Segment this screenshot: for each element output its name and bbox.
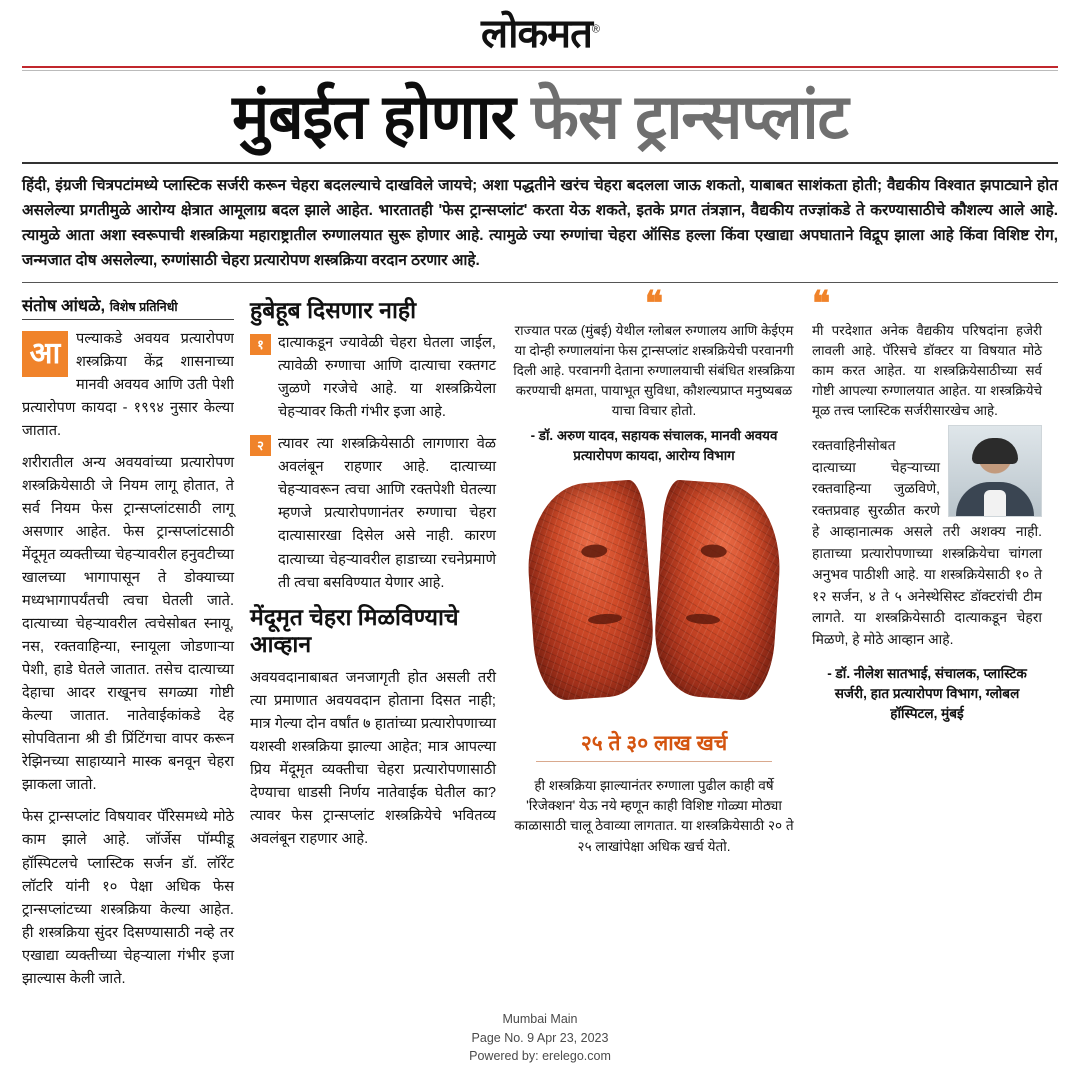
- list-item: [250, 332, 496, 424]
- portrait-shirt: [984, 490, 1006, 516]
- page-number-and-date: Page No. 9 Apr 23, 2023: [471, 1030, 609, 1045]
- paragraph: शरीरातील अन्य अवयवांच्या प्रत्यारोपण शस्त्रक्रियेसाठी जे नियम लागू होतात, ते सर्व नियम फेस ट्रान्सप्लांटसाठी लागू असणार आहेत. फेस ट्रान्सप्लांटसाठी मेंदूमृत व्यक्तीच्या चेहऱ्यावरील हनुवटीच्या खालच्या भागापासून ते डोक्याच्या मध्यभागापर्यंतची त्वचा घेतली जाते. दात्याच्या चेहऱ्यावरील त्वचेसोबत स्नायू, नस, रक्तवाहिन्या, स्नायूला जोडणाऱ्या पेशी, हाडे घेतले जातात. तसेच दात्याच्या देहाचा आदर राखूनच सगळ्या गोष्टी केल्या जातात. नातेवाईकांकडे देह सोपविताना श्री डी प्रिंटिंगचा वापर करून रेझिनच्या साहाय्याने मास्क बनवून चेहरा झाकला जातो.: [22, 454, 234, 794]
- column-three: [512, 285, 796, 871]
- article-columns: [22, 285, 1058, 1000]
- paragraph: पल्याकडे अवयव प्रत्यारोपण शस्त्रक्रिया केंद्र शासनाच्या मानवी अवयव आणि उती पेशी प्रत्यारोपण कायदा - १९९४ नुसार केल्या जातात.: [22, 330, 234, 439]
- list-item-text: त्यावर त्या शस्त्रक्रियेसाठी लागणारा वेळ अवलंबून राहणार आहे. दात्याच्या चेहऱ्यावरून त्वचा आणि रक्तपेशी घेतल्या म्हणजे प्रत्यारोपणानंतर रुग्णाचा चेहरा दात्यासारखा दिसेल असे नाही. कारण दात्याच्या चेहऱ्यावरील हाडाच्या रचनेप्रमाणे ती त्वचा बसविण्यात येणार आहे.: [278, 436, 496, 591]
- page-title: [22, 83, 1058, 152]
- quote-mark-icon: ❝: [812, 285, 831, 323]
- face-half-right: [651, 479, 786, 702]
- pull-quote-surgeon: [812, 285, 1042, 422]
- quote-mark-icon: ❝: [644, 285, 664, 323]
- powered-by-label: Powered by: erelego.com: [469, 1049, 611, 1064]
- cost-text: ही शस्त्रक्रिया झाल्यानंतर रुग्णाला पुढील काही वर्षे 'रिजेक्शन' येऊ नये म्हणून काही विशिष्ट गोळ्या मोठ्या काळासाठी चालू ठेवाव्या लागतात. या शस्त्रक्रियेसाठी २० ते २५ लाखांपेक्षा अधिक खर्च येतो.: [514, 777, 794, 854]
- pull-quote-official: [512, 285, 796, 466]
- masthead: [22, 0, 1058, 60]
- list-number-badge: २: [250, 435, 271, 456]
- cost-title: २५ ते ३० लाख खर्च: [580, 732, 728, 756]
- portrait-hair: [972, 438, 1018, 464]
- standfirst-divider: [22, 282, 1058, 283]
- quote-attribution: - डॉ. नीलेश सातभाई, संचालक, प्लास्टिक सर्जरी, हात प्रत्यारोपण विभाग, ग्लोबल हॉस्पिटल, मुंबई: [827, 666, 1027, 721]
- byline-role: विशेष प्रतिनिधी: [109, 299, 178, 314]
- face-texture: [523, 479, 658, 702]
- paragraph: रक्तवाहिनीसोबत दात्याच्या चेहऱ्याच्या रक्तवाहिन्या जुळविणे, रक्तप्रवाह सुरळीत करणे हे आव्हानात्मक असले तरी अशक्य नाही. हाताच्या प्रत्यारोपणाच्या शस्त्रक्रियेचा चांगला अनुभव पाठीशी आहे. या शस्त्रक्रियेसाठी १० ते १२ सर्जन, ४ ते ५ अनेस्थेसिस्ट डॉक्टरांची टीम लागते. या शस्त्रक्रियेसाठी दात्याकडून चेहरा मिळणे, हे मोठे आव्हान आहे.: [812, 437, 1042, 647]
- publication-name: लोकमत: [480, 12, 592, 56]
- section-heading-lookalike: हुबेहूब दिसणार नाही: [250, 296, 417, 323]
- avatar: [948, 425, 1042, 517]
- trademark-symbol: ®: [591, 23, 600, 36]
- cost-divider: [536, 761, 772, 762]
- headline-divider: [22, 162, 1058, 164]
- cost-callout: [512, 729, 796, 857]
- byline: [22, 293, 234, 316]
- face-half-left: [523, 479, 658, 702]
- paragraph: अवयवदानाबाबत जनजागृती होत असली तरी त्या प्रमाणात अवयवदान होताना दिसत नाही; मात्र गेल्या दोन वर्षांत ७ हातांच्या प्रत्यारोपणाच्या यशस्वी शस्त्रक्रिया झाल्या आहेत; मात्र आपल्या प्रिय मेंदूमृत व्यक्तीचा चेहरा प्रत्यारोपणासाठी देण्याचा धाडसी निर्णय नातेवाईक घेतील का? त्यावर फेस ट्रान्सप्लांट शस्त्रक्रियेचे भवितव्य अवलंबून राहणार आहे.: [250, 669, 496, 848]
- page-footer: [22, 1010, 1058, 1074]
- section-heading-challenge: मेंदूमृत चेहरा मिळविण्याचे आव्हान: [250, 603, 459, 658]
- drop-cap: आ: [22, 331, 68, 377]
- publication-logo: [481, 14, 599, 54]
- byline-divider: [22, 319, 234, 320]
- quote-text: मी परदेशात अनेक वैद्यकीय परिषदांना हजेरी लावली आहे. पॅरिसचे डॉक्टर या विषयात मोठे काम करत आहेत. या शस्त्रक्रियेसाठीच्या सर्व गोष्टी आपल्या रुग्णालयात आहेत. या शस्त्रक्रियेचे मूळ तत्त्व प्लास्टिक सर्जरीसारखेच आहे.: [812, 322, 1042, 419]
- face-texture: [651, 479, 786, 702]
- headline-part-2: फेस ट्रान्सप्लांट: [531, 83, 848, 152]
- headline-part-1: मुंबईत होणार: [232, 83, 515, 152]
- masthead-divider-red: [22, 66, 1058, 68]
- quote-attribution: - डॉ. अरुण यादव, सहायक संचालक, मानवी अवयव प्रत्यारोपण कायदा, आरोग्य विभाग: [530, 428, 778, 463]
- list-item: [250, 433, 496, 594]
- masthead-divider-thin: [22, 70, 1058, 71]
- column-one: [22, 293, 234, 1000]
- standfirst-paragraph: हिंदी, इंग्रजी चित्रपटांमध्ये प्लास्टिक सर्जरी करून चेहरा बदलल्याचे दाखविले जायचे; अशा पद्धतीने खरंच चेहरा बदलला जाऊ शकतो, याबाबत साशंकता होती; वैद्यकीय विश्वात झपाट्याने होत असलेल्या प्रगतीमुळे आरोग्य क्षेत्रात आमूलाग्र बदल झाले आहेत. भारतातही 'फेस ट्रान्सप्लांट' करता येऊ शकते, इतके प्रगत तंत्रज्ञान, वैद्यकीय तज्ज्ञांकडे ते करण्यासाठीचे कौशल्य आले आहे. त्यामुळे आता अशा स्वरूपाची शस्त्रक्रिया महाराष्ट्रातील रुग्णालयात सुरू होणार आहे. त्यामुळे ज्या रुग्णांचा चेहरा ऑसिड हल्ला किंवा एखाद्या अपघाताने विद्रूप झाला आहे किंवा विशिष्ट रोग, जन्मजात दोष असलेल्या, रुग्णांसाठी चेहरा प्रत्यारोपण शस्त्रक्रिया वरदान ठरणार आहे.: [22, 177, 1058, 269]
- quote-text: राज्यात परळ (मुंबई) येथील ग्लोबल रुग्णालय आणि केईएम या दोन्ही रुग्णालयांना फेस ट्रान्सप्लांट शस्त्रक्रियेची परवानगी दिली आहे. परवानगी देताना रुग्णालयाची संबंधित शस्त्रक्रिया करण्याची क्षमता, पायाभूत सुविधा, कौशल्यप्राप्त मनुष्यबळ याचा विचार होतो.: [513, 322, 795, 419]
- edition-name: Mumbai Main: [502, 1011, 578, 1026]
- list-item-text: दात्याकडून ज्यावेळी चेहरा घेतला जाईल, त्यावेळी रुग्णाचा आणि दात्याचा रक्तगट जुळणे गरजेचे आहे. या शस्त्रक्रियेला चेहऱ्यावर किती गंभीर इजा आहे.: [278, 335, 496, 421]
- column-four: [812, 285, 1042, 724]
- face-transplant-illustration: [512, 475, 796, 725]
- byline-author: संतोष आंधळे,: [22, 296, 106, 315]
- column-two: [250, 293, 496, 861]
- paragraph: फेस ट्रान्सप्लांट विषयावर पॅरिसमध्ये मोठे काम झाले आहे. जॉर्जेस पॉम्पीडू हॉस्पिटलचे प्लास्टिक सर्जन डॉ. लॉरेंट लॉटरि यांनी १० पेक्षा अधिक फेस ट्रान्सप्लांटच्या शस्त्रक्रिया केल्या आहेत. ही शस्त्रक्रिया सुंदर दिसण्यासाठी नव्हे तर एखाद्या व्यक्तीच्या चेहऱ्याला गंभीर इजा झाल्यास केली जाते.: [22, 809, 234, 987]
- list-number-badge: १: [250, 334, 271, 355]
- lead-paragraph-block: [22, 328, 234, 452]
